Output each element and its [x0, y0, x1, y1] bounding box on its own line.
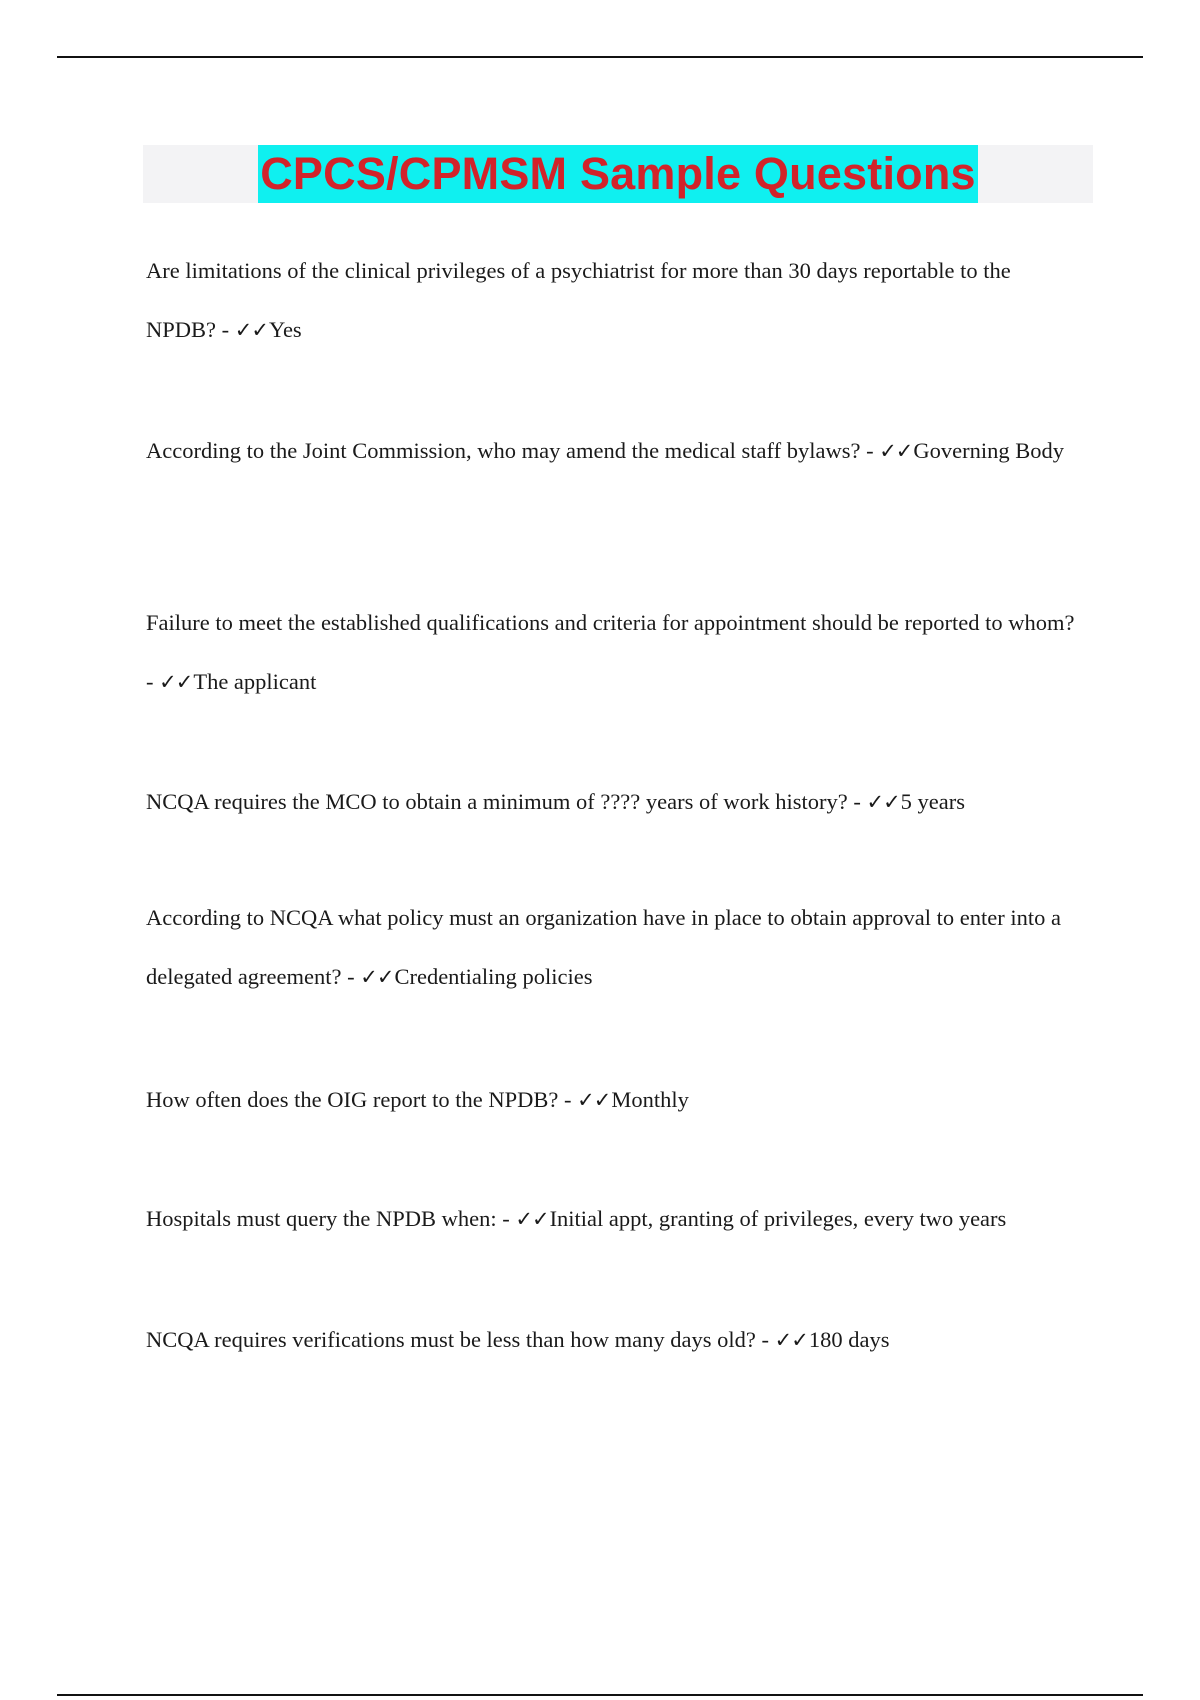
answer-text: 5 years: [900, 789, 966, 814]
question-text: Hospitals must query the NPDB when: -: [146, 1206, 516, 1231]
double-check-icon: ✓✓: [577, 1088, 611, 1112]
answer-text: Governing Body: [913, 438, 1065, 463]
double-check-icon: ✓✓: [515, 1207, 549, 1231]
question-text: NCQA requires the MCO to obtain a minimum of ???? years of work history? -: [146, 789, 867, 814]
double-check-icon: ✓✓: [234, 318, 268, 342]
qa-item: [146, 1310, 1086, 1370]
question-text: How often does the OIG report to the NPDB? -: [146, 1087, 578, 1112]
answer-text: Credentialing policies: [394, 964, 593, 989]
qa-item: [146, 772, 1086, 832]
qa-item: [146, 421, 1086, 481]
answer-text: Monthly: [611, 1087, 689, 1112]
answer-text: Initial appt, granting of privileges, every two years: [549, 1206, 1007, 1231]
double-check-icon: ✓✓: [866, 790, 900, 814]
question-text: According to the Joint Commission, who may amend the medical staff bylaws? -: [146, 438, 880, 463]
footer-rule: [57, 1694, 1143, 1696]
title-banner: [143, 145, 1093, 203]
double-check-icon: ✓✓: [360, 965, 394, 989]
question-text: According to NCQA what policy must an organization have in place to obtain approval to enter into a delegated agreement? -: [146, 905, 1061, 989]
answer-text: 180 days: [808, 1327, 890, 1352]
page-title: CPCS/CPMSM Sample Questions: [258, 145, 978, 203]
double-check-icon: ✓✓: [879, 439, 913, 463]
question-text: NCQA requires verifications must be less than how many days old? -: [146, 1327, 775, 1352]
answer-text: Yes: [268, 317, 302, 342]
question-text: Failure to meet the established qualifications and criteria for appointment should be reported to whom? -: [146, 610, 1075, 694]
double-check-icon: ✓✓: [159, 670, 193, 694]
answer-text: The applicant: [193, 669, 317, 694]
qa-item: [146, 888, 1086, 1007]
double-check-icon: ✓✓: [774, 1328, 808, 1352]
question-text: Are limitations of the clinical privileges of a psychiatrist for more than 30 days reportable to the NPDB? -: [146, 258, 1011, 342]
qa-item: [146, 241, 1086, 360]
qa-item: [146, 593, 1086, 712]
qa-item: [146, 1189, 1086, 1249]
header-rule: [57, 56, 1143, 58]
qa-item: [146, 1070, 1086, 1130]
